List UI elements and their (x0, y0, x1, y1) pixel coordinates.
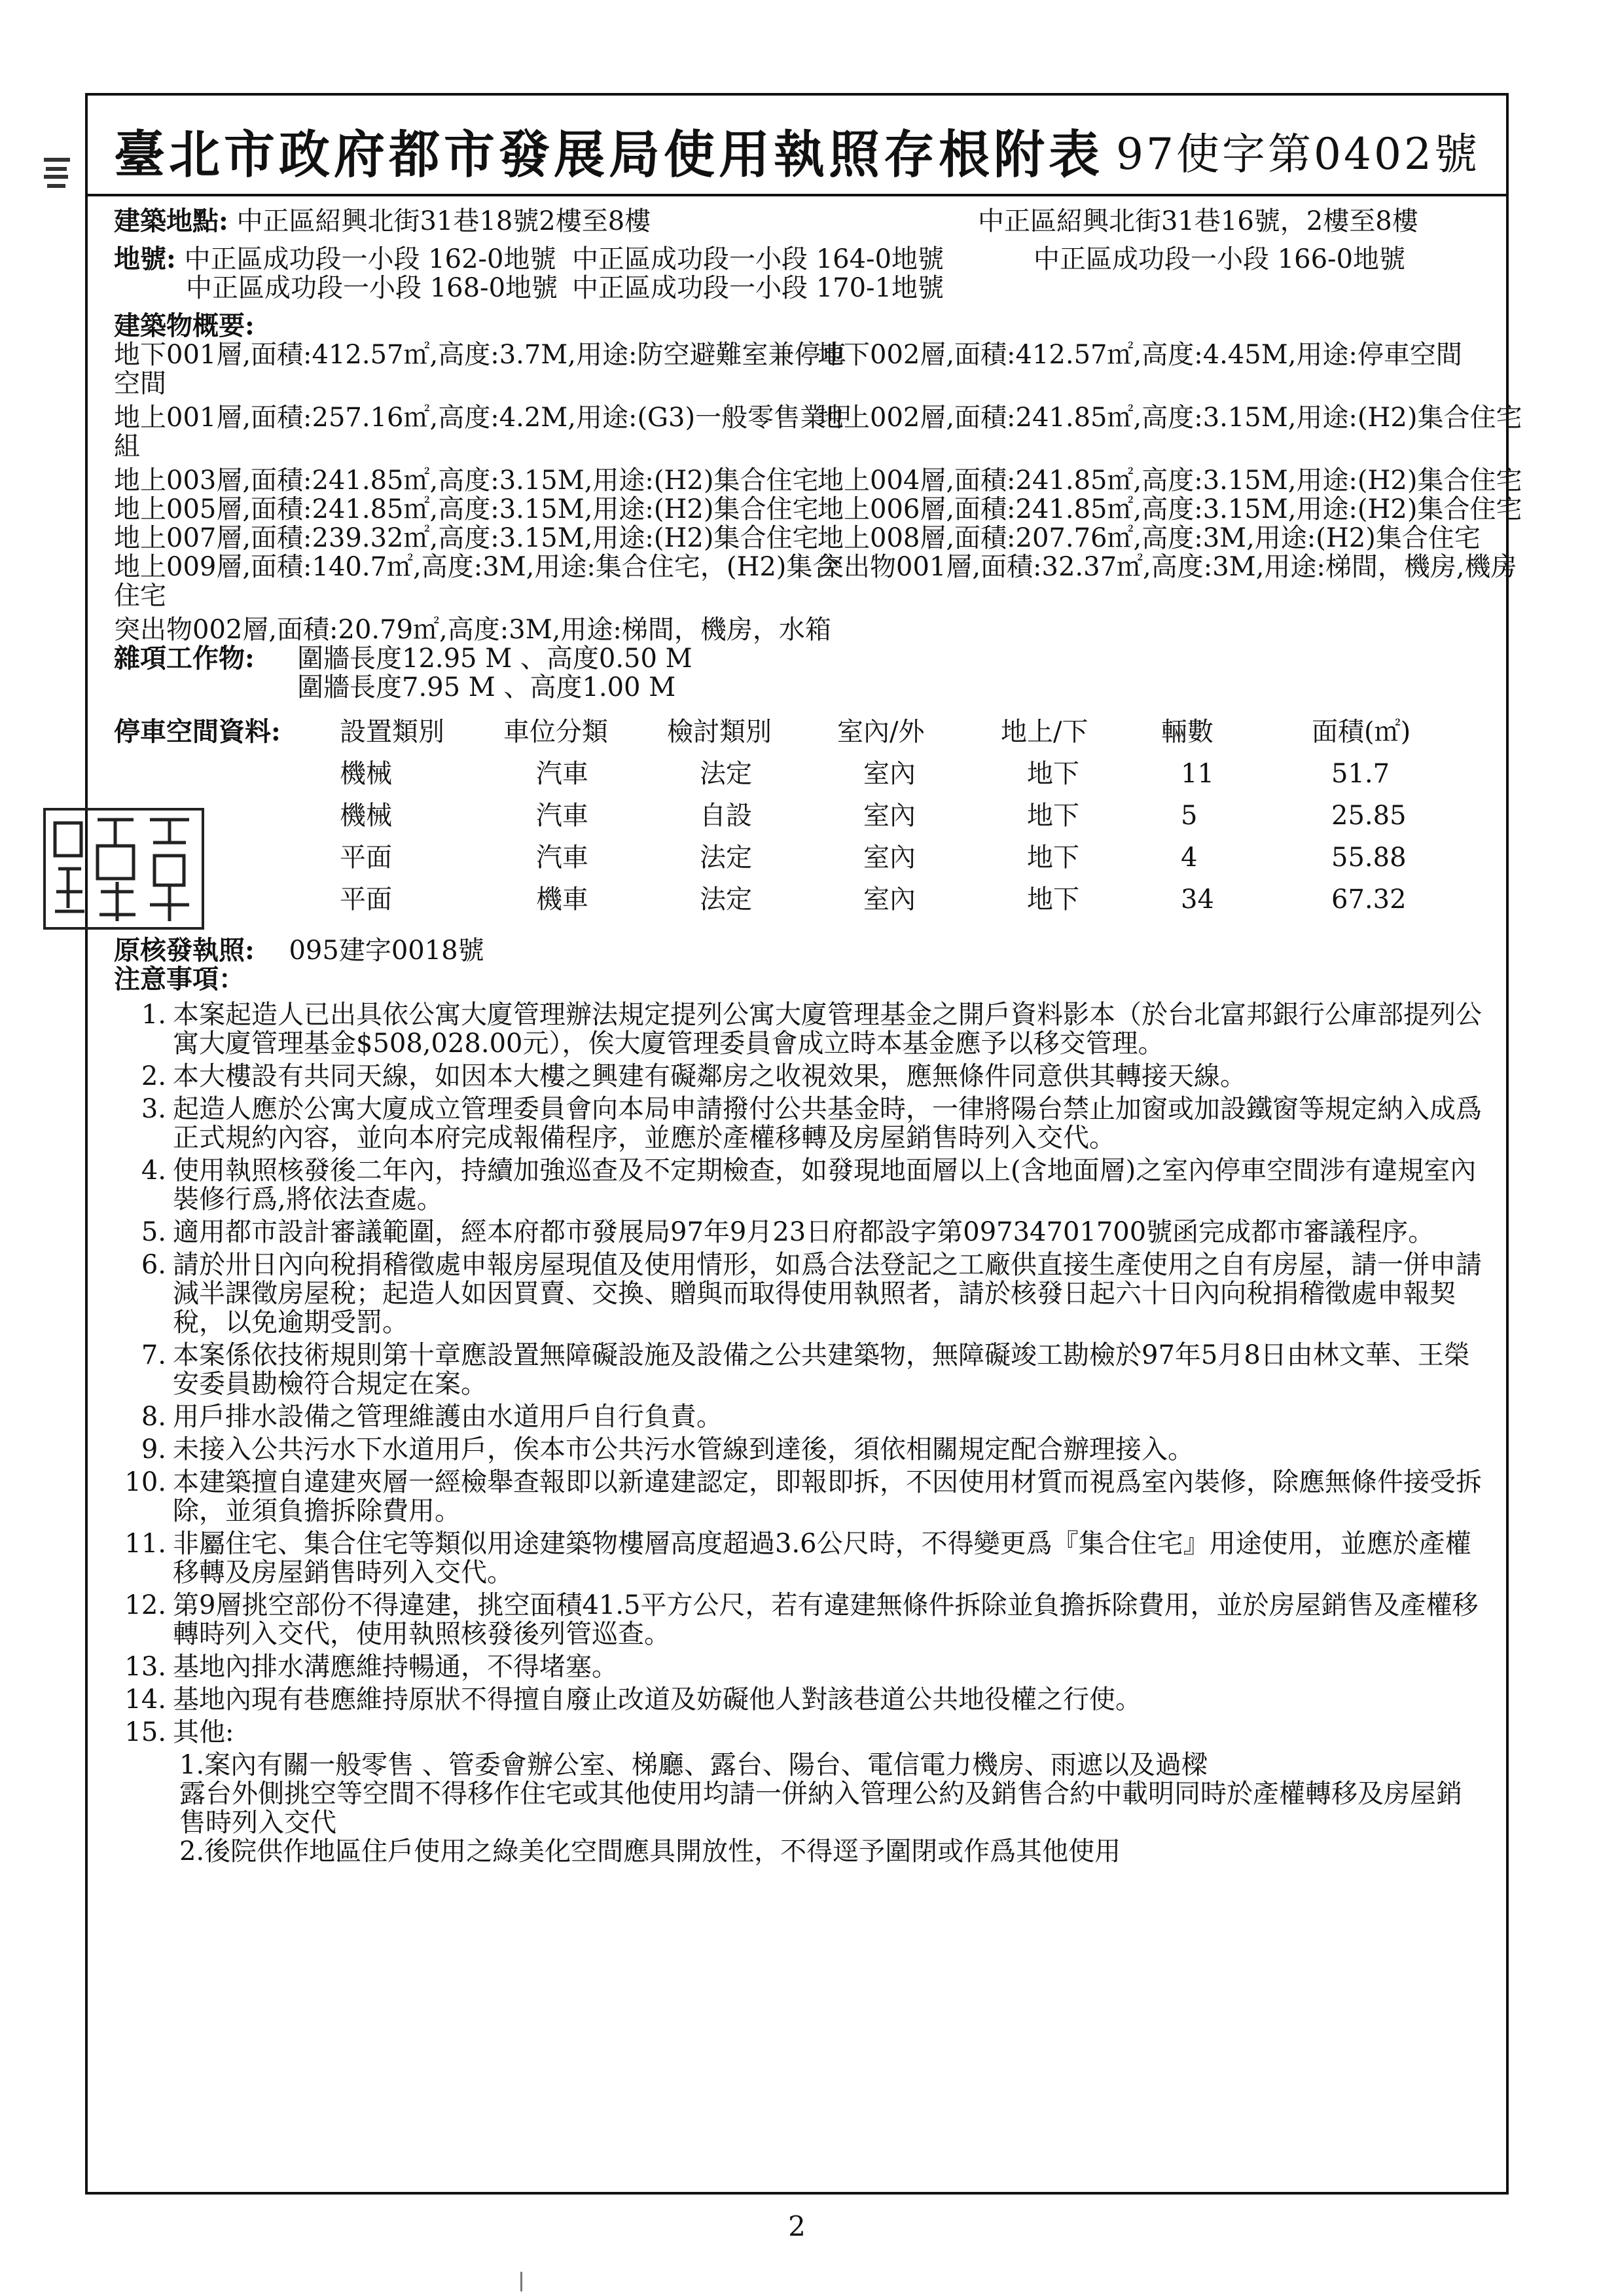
parking-label: 停車空間資料: (114, 716, 281, 747)
lot-item: 中正區成功段一小段 170-1地號 (572, 273, 944, 303)
overview-row (114, 465, 1522, 496)
list-item: 6. 請於卅日內向稅捐稽徵處申報房屋現值及使用情形，如爲合法登記之工廠供直接生產使用之自有房屋，請一併申請減半課徵房屋稅；起造人如因買賣、交換、贈與而取得使用執照者，請於核發日起六十日內向稅捐稽徵處申報契稅，以免逾期受罰。 (141, 1250, 1482, 1338)
lot-row-1 (114, 245, 1482, 274)
list-item: 2. 本大樓設有共同天線，如因本大樓之興建有礙鄰房之收視效果，應無條件同意供其轉接天線。 (141, 1061, 1246, 1091)
list-item: 5. 適用都市設計審議範圍，經本府都市發展局97年9月23日府都設字第09734701700號函完成都市審議程序。 (141, 1217, 1435, 1247)
overview-cell: 空間 (114, 369, 166, 399)
parking-header: 室內/外 (837, 717, 925, 747)
title-bar (88, 96, 1506, 196)
parking-cell: 室內 (863, 759, 916, 789)
lot-item: 中正區成功段一小段 164-0地號 (572, 244, 944, 274)
note-sub-item: 1.案內有關一般零售 、管委會辦公室、梯廳、露台、陽台、電信電力機房、雨遮以及過樑 (179, 1750, 1208, 1780)
overview-cell: 地下001層,面積:412.57㎡,高度:3.7M,用途:防空避難室兼停車 (114, 340, 847, 370)
parking-cell: 汽車 (536, 801, 588, 831)
parking-cell: 法定 (700, 884, 752, 915)
overview-cell: 地上003層,面積:241.85㎡,高度:3.15M,用途:(H2)集合住宅 (114, 465, 819, 496)
overview-row (114, 494, 1522, 524)
scan-mark (520, 2272, 522, 2291)
list-item: 13. 基地內排水溝應維持暢通，不得堵塞。 (124, 1652, 618, 1682)
note-sub-item: 2.後院供作地區住戶使用之綠美化空間應具開放性，不得逕予圍閉或作爲其他使用 (179, 1836, 1121, 1867)
parking-cell: 34 (1181, 884, 1214, 915)
overview-cell: 地上004層,面積:241.85㎡,高度:3.15M,用途:(H2)集合住宅 (818, 465, 1522, 496)
list-item: 15. 其他: (124, 1717, 234, 1747)
location-label: 建築地點: (114, 206, 228, 236)
table-row (114, 795, 1443, 837)
parking-cell: 地下 (1027, 801, 1079, 831)
parking-cell: 地下 (1027, 843, 1079, 873)
overview-list (114, 340, 1522, 645)
parking-cell: 機械 (340, 759, 392, 789)
document-frame (85, 93, 1522, 2242)
location-address-1: 中正區紹興北街31巷18號2樓至8樓 (236, 206, 651, 236)
overview-row (114, 524, 1482, 553)
parking-cell: 機車 (536, 884, 588, 915)
parking-cell: 25.85 (1331, 801, 1407, 831)
parking-header: 面積(㎡) (1312, 717, 1411, 747)
parking-header: 車位分類 (503, 717, 608, 747)
original-permit-value: 095建字0018號 (289, 936, 484, 966)
overview-row (114, 403, 1522, 433)
parking-cell: 汽車 (536, 759, 588, 789)
parking-cell: 51.7 (1331, 759, 1390, 789)
list-item: 14. 基地內現有巷應維持原狀不得擅自廢止改道及妨礙他人對該巷道公共地役權之行使。 (124, 1685, 1142, 1715)
overview-cell: 地上005層,面積:241.85㎡,高度:3.15M,用途:(H2)集合住宅 (114, 494, 819, 524)
parking-cell: 平面 (340, 884, 392, 915)
parking-cell: 5 (1181, 801, 1198, 831)
list-item: 4. 使用執照核發後二年內，持續加強巡查及不定期檢查，如發現地面層以上(含地面層)之室內停車空間涉有違規室內裝修行爲,將依法查處。 (141, 1156, 1477, 1214)
misc-row-2 (114, 673, 1482, 702)
official-seal-icon (42, 807, 206, 931)
parking-cell: 自設 (700, 801, 752, 831)
table-row (114, 837, 1443, 879)
parking-cell: 67.32 (1331, 884, 1407, 915)
overview-label: 建築物概要: (114, 310, 255, 341)
parking-header: 地上/下 (1001, 717, 1088, 747)
parking-header: 設置類別 (340, 717, 444, 747)
parking-cell: 11 (1181, 759, 1214, 789)
permit-number: 97使字第0402號 (1116, 129, 1480, 179)
overview-cell: 突出物001層,面積:32.37㎡,高度:3M,用途:梯間，機房,機房 (818, 552, 1517, 582)
overview-row (114, 552, 1517, 582)
overview-row (114, 369, 1482, 398)
parking-header-row (114, 711, 1443, 753)
parking-cell: 機械 (340, 801, 392, 831)
misc-item: 圍牆長度12.95 M 、高度0.50 M (297, 644, 692, 674)
overview-cell (818, 369, 1482, 398)
lot-item: 中正區成功段一小段 168-0地號 (186, 273, 558, 303)
parking-cell: 4 (1181, 843, 1198, 873)
overview-last-row: 突出物002層,面積:20.79㎡,高度:3M,用途:梯間，機房，水箱 (114, 615, 831, 645)
overview-cell: 地上007層,面積:239.32㎡,高度:3.15M,用途:(H2)集合住宅 (114, 523, 819, 553)
overview-cell: 地上006層,面積:241.85㎡,高度:3.15M,用途:(H2)集合住宅 (818, 494, 1522, 524)
overview-row (114, 340, 1482, 369)
table-row (114, 879, 1443, 920)
parking-cell: 法定 (700, 843, 752, 873)
parking-cell: 平面 (340, 843, 392, 873)
overview-cell (818, 432, 1482, 461)
binding-mark-icon (41, 155, 73, 194)
notes-label: 注意事項： (114, 964, 245, 994)
overview-cell (818, 581, 1482, 610)
document-title: 臺北市政府都市發展局使用執照存根附表 (114, 125, 1104, 185)
list-item: 1. 本案起造人已出具依公寓大廈管理辦法規定提列公寓大廈管理基金之開戶資料影本（於台北富邦銀行公庫部提列公寓大廈管理基金$508,028.00元），俟大廈管理委員會成立時本基金應予以移交管理。 (141, 1000, 1482, 1059)
parking-cell: 室內 (863, 801, 916, 831)
lot-label: 地號: (114, 244, 176, 274)
parking-cell: 地下 (1027, 884, 1079, 915)
parking-header: 輛數 (1161, 717, 1214, 747)
document-body (114, 206, 1522, 1867)
parking-cell: 室內 (863, 843, 916, 873)
overview-cell: 地上008層,面積:207.76㎡,高度:3M,用途:(H2)集合住宅 (818, 523, 1481, 553)
overview-cell: 地上009層,面積:140.7㎡,高度:3M,用途:集合住宅，(H2)集合 (114, 552, 839, 582)
overview-cell: 地上002層,面積:241.85㎡,高度:3.15M,用途:(H2)集合住宅 (818, 403, 1522, 433)
lot-item: 中正區成功段一小段 162-0地號 (184, 244, 556, 274)
notes-list (114, 1000, 1482, 1866)
lot-row-2 (114, 274, 1482, 302)
overview-row (114, 432, 1482, 461)
overview-cell: 住宅 (114, 581, 166, 611)
parking-table (114, 711, 1443, 920)
overview-cell: 地下002層,面積:412.57㎡,高度:4.45M,用途:停車空間 (818, 340, 1462, 370)
misc-row-1 (114, 644, 1482, 673)
parking-cell: 地下 (1027, 759, 1079, 789)
original-permit-label: 原核發執照: (114, 935, 255, 966)
note-sub-item: 露台外側挑空等空間不得移作住宅或其他使用均請一併納入管理公約及銷售合約中載明同時於產權轉移及房屋銷售時列入交代 (179, 1779, 1462, 1838)
lot-item: 中正區成功段一小段 166-0地號 (1034, 244, 1406, 274)
original-permit-row (114, 936, 1482, 965)
parking-cell: 55.88 (1331, 843, 1407, 873)
misc-label: 雜項工作物: (114, 643, 255, 674)
list-item: 12. 第9層挑空部份不得違建，挑空面積41.5平方公尺，若有違建無條件拆除並負擔拆除費用，並於房屋銷售及產權移轉時列入交代，使用執照核發後列管巡查。 (124, 1590, 1479, 1649)
parking-cell: 汽車 (536, 843, 588, 873)
list-item: 9. 未接入公共污水下水道用戶，俟本市公共污水管線到達後，須依相關規定配合辦理接入。 (141, 1434, 1194, 1465)
list-item: 10. 本建築擅自違建夾層一經檢舉查報即以新違建認定，即報即拆，不因使用材質而視爲室內裝修，除應無條件接受拆除，並須負擔拆除費用。 (124, 1467, 1482, 1526)
list-item: 7. 本案係依技術規則第十章應設置無障礙設施及設備之公共建築物，無障礙竣工勘檢於97年5月8日由林文華、王榮安委員勘檢符合規定在案。 (141, 1340, 1470, 1399)
list-item: 11. 非屬住宅、集合住宅等類似用途建築物樓層高度超過3.6公尺時，不得變更爲『集合住宅』用途使用，並應於產權移轉及房屋銷售時列入交代。 (124, 1529, 1471, 1588)
table-row (114, 753, 1443, 795)
overview-row (114, 581, 1482, 610)
overview-cell: 地上001層,面積:257.16㎡,高度:4.2M,用途:(G3)一般零售業甲 (114, 403, 853, 433)
list-item: 3. 起造人應於公寓大廈成立管理委員會向本局申請撥付公共基金時，一律將陽台禁止加窗或加設鐵窗等規定納入成爲正式規約內容，並向本府完成報備程序，並應於產權移轉及房屋銷售時列入交代。 (141, 1094, 1482, 1153)
page-number: 2 (788, 2210, 806, 2242)
misc-item: 圍牆長度7.95 M 、高度1.00 M (297, 672, 676, 702)
location-row (114, 207, 1482, 236)
parking-cell: 室內 (863, 884, 916, 915)
location-address-2: 中正區紹興北街31巷16號，2樓至8樓 (978, 206, 1418, 236)
parking-header: 檢討類別 (667, 717, 772, 747)
overview-cell: 組 (114, 431, 140, 462)
list-item: 8. 用戶排水設備之管理維護由水道用戶自行負責。 (141, 1402, 723, 1432)
parking-cell: 法定 (700, 759, 752, 789)
